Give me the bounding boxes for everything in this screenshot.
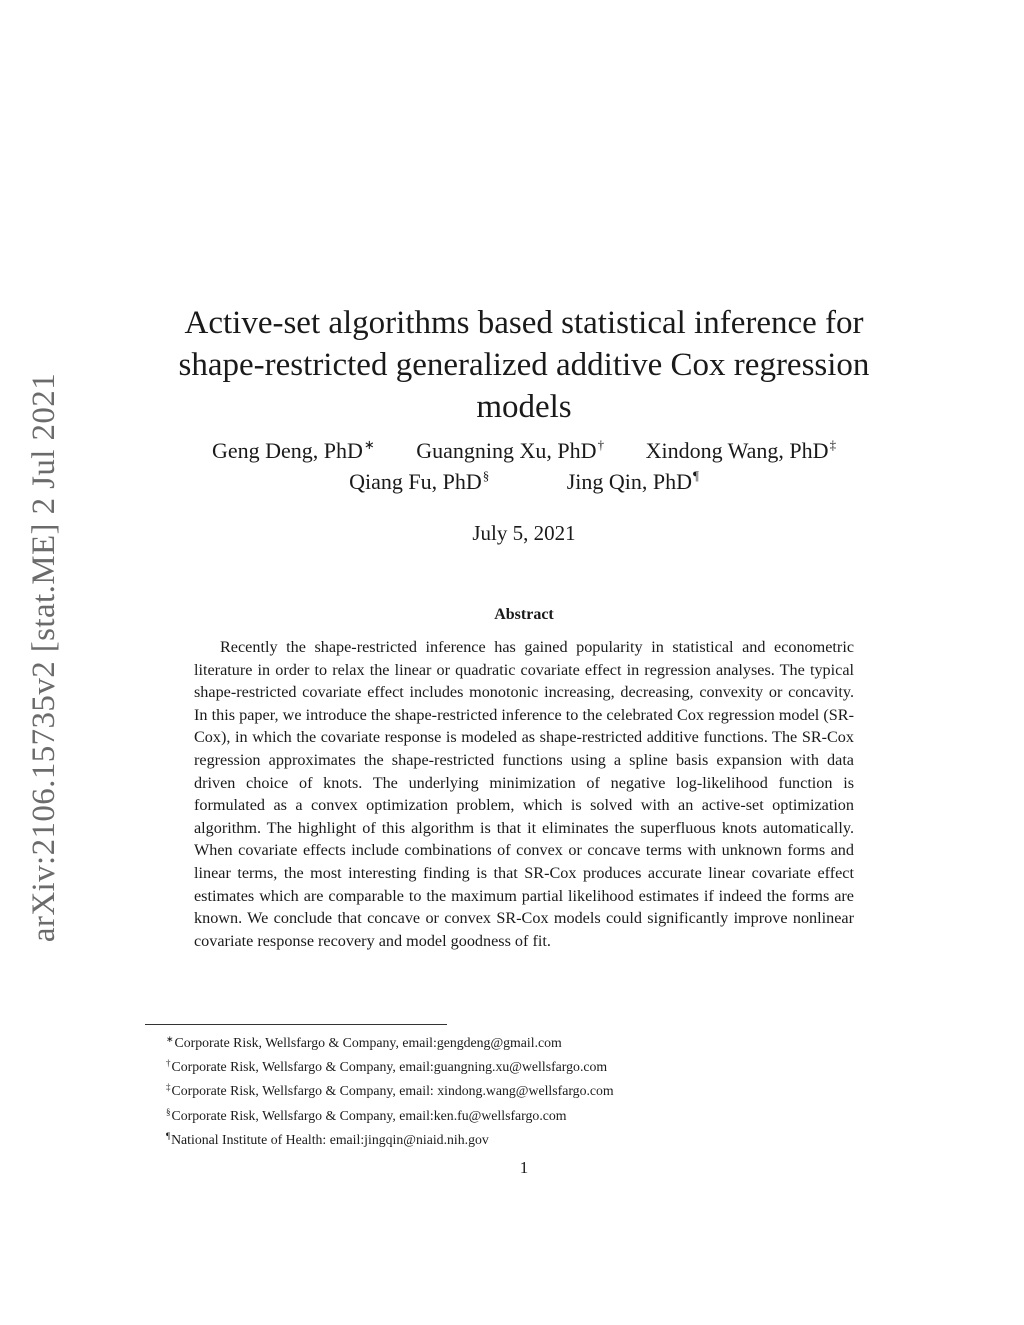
footnote-mark: ¶: [166, 1130, 171, 1141]
author-geng-deng: [212, 437, 375, 464]
footnote-mark: ‡: [166, 1082, 171, 1093]
footnote-mark: §: [166, 1106, 171, 1117]
footnote-mark: †: [166, 1058, 171, 1069]
title-line: Active-set algorithms based statistical inference for: [184, 305, 864, 342]
arxiv-identifier-text: arXiv:2106.15735v2 [stat.ME] 2 Jul 2021: [26, 372, 63, 942]
author-footnote-mark: ∗: [363, 437, 375, 452]
page-number: 1: [519, 1158, 529, 1177]
footnote-item: [166, 1126, 866, 1150]
title-line: shape-restricted generalized additive Cox regression: [178, 347, 870, 384]
author-name: Qiang Fu, PhD: [349, 469, 482, 494]
publication-date: July 5, 2021: [472, 521, 576, 545]
author-name: Jing Qin, PhD: [566, 469, 693, 494]
footnote-text: Corporate Risk, Wellsfargo & Company, email:gengdeng@gmail.com: [174, 1035, 562, 1050]
author-footnote-mark: ¶: [693, 468, 699, 483]
arxiv-identifier-stamp: [20, 368, 70, 946]
footnote-text: National Institute of Health: email:jingqin@niaid.nih.gov: [171, 1131, 489, 1147]
footnote-text: Corporate Risk, Wellsfargo & Company, email:guangning.xu@wellsfargo.com: [171, 1059, 608, 1075]
author-footnote-mark: †: [597, 437, 605, 452]
author-jing-qin: [567, 468, 699, 495]
author-footnote-mark: §: [482, 468, 490, 483]
author-name: Geng Deng, PhD: [211, 438, 363, 463]
footnote-mark: ∗: [166, 1034, 174, 1044]
author-list-row-2: [150, 468, 898, 495]
author-guangning-xu: [416, 437, 604, 464]
footnote-item: [166, 1029, 866, 1053]
footnote-item: [166, 1102, 866, 1126]
footnote-text: Corporate Risk, Wellsfargo & Company, email: xindong.wang@wellsfargo.com: [171, 1083, 614, 1099]
author-footnote-mark: ‡: [829, 437, 837, 452]
title-line: models: [476, 389, 572, 426]
paper-title: [150, 302, 898, 428]
abstract-text: Recently the shape-restricted inference has gained popularity in statistical and econometric literature in order to relax the linear or quadratic covariate effect in regression analyses. The typical shape-restricted covariate effect includes monotonic increasing, decreasing, convexity or concavity. In this paper, we introduce the shape-restricted inference to the celebrated Cox regression model (SR-Cox), in which the covariate response is modeled as shape-restricted additive functions. The SR-Cox regression approximates the shape-restricted functions using a spline basis expansion with data driven choice of knots. The underlying minimization of negative log-likelihood function is formulated as a convex optimization problem, which is solved with an active-set optimization algorithm. The highlight of this algorithm is that it eliminates the superfluous knots automatically. When covariate effects include combinations of convex or concave terms with unknown forms and linear terms, the most interesting finding is that SR-Cox produces accurate linear covariate effect estimates which are comparable to the maximum partial likelihood estimates if indeed the forms are known. We conclude that concave or convex SR-Cox models could significantly improve nonlinear covariate response recovery and model goodness of fit.: [194, 638, 854, 950]
abstract-heading: Abstract: [494, 606, 554, 623]
author-name: Xindong Wang, PhD: [645, 438, 829, 463]
footnotes: [166, 1029, 866, 1150]
author-qiang-fu: [349, 468, 489, 495]
footnote-item: [166, 1053, 866, 1077]
author-list-row-1: [150, 437, 898, 464]
footnote-separator: [145, 1024, 447, 1025]
footnote-text: Corporate Risk, Wellsfargo & Company, email:ken.fu@wellsfargo.com: [171, 1107, 567, 1123]
footnote-item: [166, 1077, 866, 1101]
author-name: Guangning Xu, PhD: [416, 438, 597, 463]
author-xindong-wang: [646, 437, 837, 464]
